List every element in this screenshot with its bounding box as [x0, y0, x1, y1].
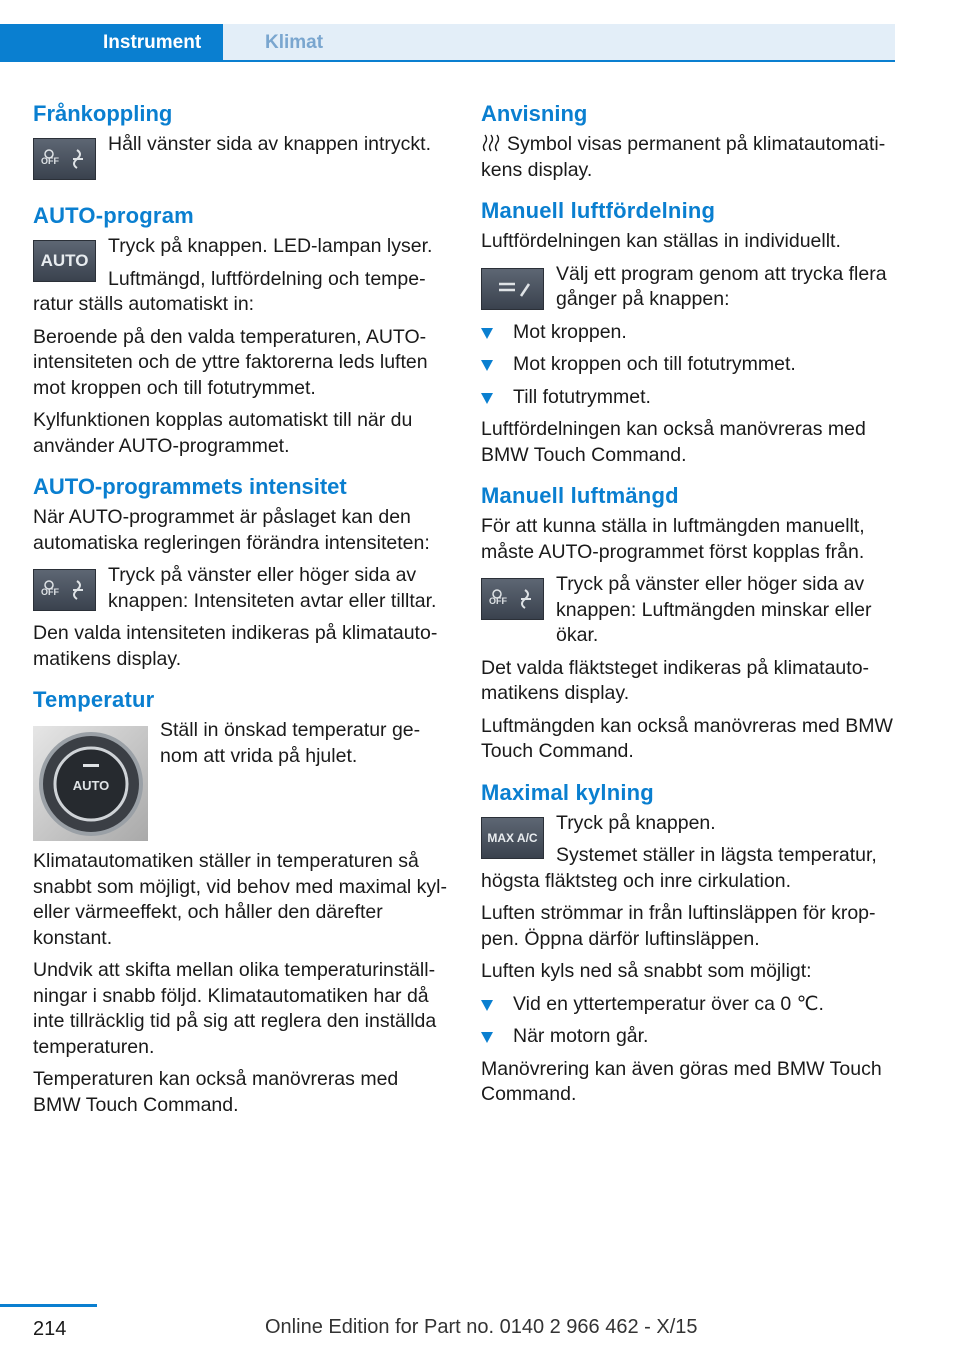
list-item	[481, 1024, 896, 1050]
bullet-triangle-icon	[481, 1000, 493, 1011]
text-mangd-button: Tryck på vänster eller höger sida av knappen: Luftmängden minskar eller ökar.	[556, 573, 872, 646]
text-temperatur-p2: Undvik att skifta mellan olika temperaturinställningar i snabb följd. Klimatautomatiken har då inte tillräcklig tid på sig att reglera den inställda temperaturen.	[33, 959, 437, 1058]
heading-frankoppling: Frånkoppling	[33, 101, 173, 126]
section-mangd	[481, 482, 896, 765]
svg-text:OFF: OFF	[488, 596, 507, 606]
footer-rule	[0, 1304, 97, 1307]
edition-note: Online Edition for Part no. 0140 2 966 462 - X/15	[265, 1316, 698, 1338]
list-item-text: Mot kroppen.	[513, 320, 627, 343]
text-temperatur-p3: Temperaturen kan också manövreras med BMW Touch Command.	[33, 1068, 399, 1116]
text-temperatur-knob: Ställ in önskad temperatur genom att vrida på hjulet.	[160, 719, 421, 767]
text-fordelning-p1: Luftfördelningen kan ställas in individuellt.	[481, 230, 841, 252]
heading-anvisning: Anvisning	[481, 101, 588, 126]
text-temperatur-p1: Klimatautomatiken ställer in temperaturen så snabbt som möjligt, vid behov med maximal kyl- eller värmeeffekt, och håller den därefter konstant.	[33, 850, 447, 949]
text-kylning-line1: Tryck på knappen.	[556, 811, 716, 834]
knob-auto-label: AUTO	[72, 778, 110, 793]
text-anvisning-body: Symbol visas permanent på klimatautomatikens display.	[481, 133, 886, 181]
left-column	[33, 100, 448, 1132]
auto-button-icon	[33, 240, 96, 282]
text-auto-line2: Luftmängd, luftfördelning och temperatur ställs automatiskt in:	[33, 267, 426, 315]
temperature-knob-image	[33, 726, 148, 841]
list-item	[481, 992, 896, 1018]
heading-auto-program: AUTO-program	[33, 203, 194, 228]
page-number: 214	[33, 1318, 67, 1340]
bullet-triangle-icon	[481, 328, 493, 339]
list-item	[481, 352, 896, 378]
svg-text:OFF: OFF	[40, 156, 59, 166]
air-distribution-button-icon	[481, 268, 544, 310]
text-frankoppling: Håll vänster sida av knappen intryckt.	[108, 133, 431, 155]
section-fordelning	[481, 197, 896, 468]
list-item	[481, 385, 896, 411]
kylning-bullets	[481, 992, 896, 1050]
bullet-triangle-icon	[481, 1032, 493, 1043]
fan-button-icon	[33, 569, 96, 611]
heading-temperatur: Temperatur	[33, 687, 155, 712]
max-ac-button-label: MAX A/C	[487, 830, 538, 845]
text-kylning-line2: Systemet ställer in lägsta temperatur, högsta fläktsteg och inre cirkulation.	[481, 844, 877, 892]
text-intensitet-p2: Den valda intensiteten indikeras på klimatautomatikens display.	[33, 622, 438, 670]
text-intensitet-p1: När AUTO-programmet är påslaget kan den automatiska regleringen förändra intensiteten:	[33, 506, 430, 554]
bullet-triangle-icon	[481, 393, 493, 404]
text-kylning-p1: Luften strömmar in från luftinsläppen för kroppen. Öppna därför luftinsläppen.	[481, 902, 876, 950]
right-column	[481, 100, 896, 1122]
bullet-triangle-icon	[481, 360, 493, 371]
text-auto-p2: Kylfunktionen kopplas automatiskt till när du använder AUTO-programmet.	[33, 409, 413, 457]
section-frankoppling	[33, 100, 448, 188]
text-kylning-p3: Manövrering kan även göras med BMW Touch Command.	[481, 1057, 882, 1105]
text-kylning-p2: Luften kyls ned så snabbt som möjligt:	[481, 960, 812, 982]
fan-button-icon	[33, 138, 96, 180]
list-item-text: När motorn går.	[513, 1025, 649, 1047]
section-kylning	[481, 779, 896, 1108]
list-item-text: Till fotutrymmet.	[513, 385, 651, 408]
text-auto-line1: Tryck på knappen. LED-lampan lyser.	[108, 235, 433, 257]
text-fordelning-p2: Luftfördelningen kan också manövreras med BMW Touch Command.	[481, 418, 866, 466]
list-item	[481, 320, 896, 346]
section-anvisning	[481, 100, 896, 183]
text-anvisning	[481, 132, 896, 183]
section-intensitet	[33, 473, 448, 672]
text-mangd-p1: För att kunna ställa in luftmängden manuellt, måste AUTO-programmet först kopplas från.	[481, 515, 865, 563]
heading-intensitet: AUTO-programmets intensitet	[33, 474, 347, 499]
heading-kylning: Maximal kylning	[481, 779, 654, 805]
section-auto-program	[33, 202, 448, 459]
text-auto-p1: Beroende på den valda temperaturen, AUTO-intensiteten och de yttre faktorerna leds luften mot kroppen och till fotutrymmet.	[33, 325, 428, 399]
header-tabbar	[0, 24, 895, 62]
auto-button-label: AUTO	[40, 251, 89, 270]
text-mangd-p3: Luftmängden kan också manövreras med BMW Touch Command.	[481, 714, 893, 762]
fan-button-icon	[481, 578, 544, 620]
tab-instrument[interactable]: Instrument	[0, 24, 223, 60]
svg-text:OFF: OFF	[40, 587, 59, 597]
tab-klimat[interactable]: Klimat	[223, 24, 895, 60]
list-item-text: Mot kroppen och till fotutrymmet.	[513, 353, 796, 375]
fordelning-bullets	[481, 320, 896, 411]
heading-mangd: Manuell luftmängd	[481, 483, 679, 508]
heat-symbol-icon	[481, 134, 501, 152]
max-ac-button-icon	[481, 817, 544, 859]
list-item-text: Vid en yttertemperatur över ca 0 ℃.	[513, 992, 824, 1015]
text-fordelning-button: Välj ett program genom att trycka flera gånger på knappen:	[556, 262, 887, 310]
heading-fordelning: Manuell luftfördelning	[481, 198, 716, 223]
text-intensitet-button: Tryck på vänster eller höger sida av knappen: Intensiteten avtar eller tilltar.	[108, 564, 437, 612]
section-temperatur	[33, 686, 448, 1118]
text-mangd-p2: Det valda fläktsteget indikeras på klimatautomatikens display.	[481, 656, 870, 704]
